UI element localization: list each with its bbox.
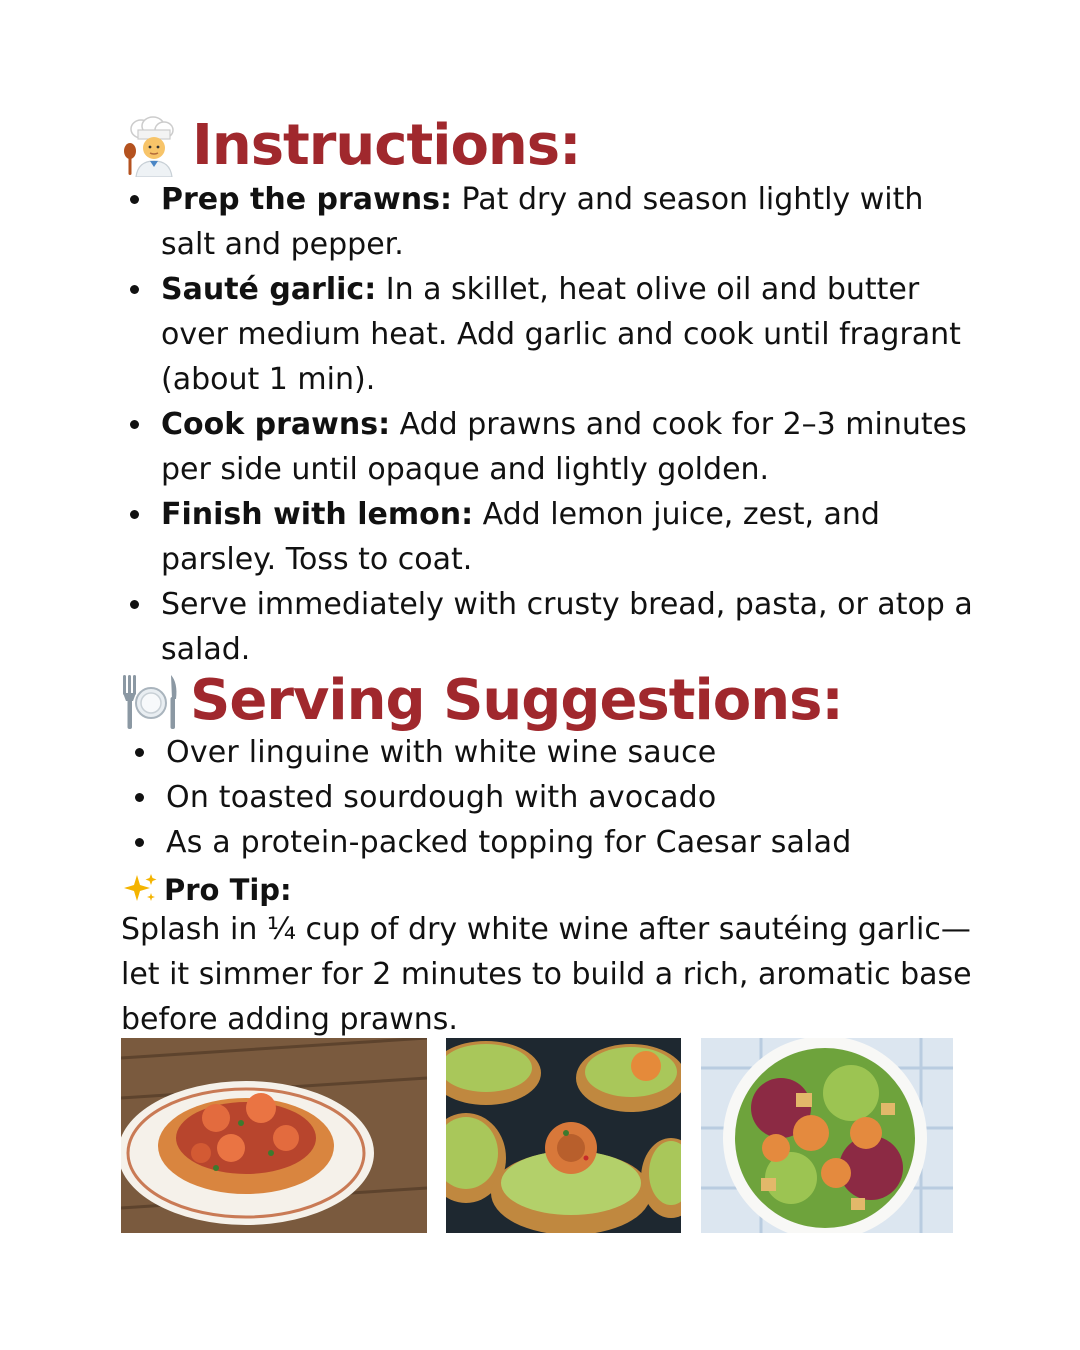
list-item: Over linguine with white wine sauce (166, 730, 966, 775)
item-text: In a skillet, heat olive oil and butter over medium heat. Add garlic and cook until fragrant (about 1 min). (161, 272, 961, 397)
item-text: Add lemon juice, zest, and parsley. Toss to coat. (161, 497, 880, 577)
item-lead: Prep the prawns: (161, 182, 452, 217)
list-item (161, 267, 981, 402)
serving-list (166, 730, 966, 865)
item-text: Pat dry and season lightly with salt and pepper. (161, 182, 924, 262)
plate-cutlery-icon (120, 671, 180, 731)
serving-heading (120, 668, 843, 731)
list-item (161, 582, 981, 672)
item-lead: Sauté garlic: (161, 272, 377, 307)
sparkles-icon (122, 873, 158, 905)
shrimp-caesar-salad-photo (701, 1038, 953, 1233)
item-text: Serve immediately with crusty bread, pasta, or atop a salad. (161, 587, 973, 667)
list-item: As a protein-packed topping for Caesar salad (166, 820, 966, 865)
list-item (161, 492, 981, 582)
item-lead: Finish with lemon: (161, 497, 474, 532)
instructions-title: Instructions: (192, 112, 581, 178)
pro-tip-title: Pro Tip: (164, 873, 292, 907)
pro-tip-text: Splash in ¼ cup of dry white wine after sautéing garlic—let it simmer for 2 minutes to build a rich, aromatic base before adding prawns. (121, 912, 972, 1037)
instructions-heading (120, 113, 581, 177)
shrimp-pasta-photo (121, 1038, 427, 1233)
serving-title: Serving Suggestions: (190, 667, 843, 733)
item-text: Add prawns and cook for 2–3 minutes per side until opaque and lightly golden. (161, 407, 967, 487)
instructions-list (161, 177, 981, 672)
list-item: On toasted sourdough with avocado (166, 775, 966, 820)
list-item (161, 402, 981, 492)
item-lead: Cook prawns: (161, 407, 391, 442)
pro-tip-heading (122, 870, 292, 910)
shrimp-avocado-toast-photo (446, 1038, 681, 1233)
list-item (161, 177, 981, 267)
chef-icon (120, 115, 182, 177)
